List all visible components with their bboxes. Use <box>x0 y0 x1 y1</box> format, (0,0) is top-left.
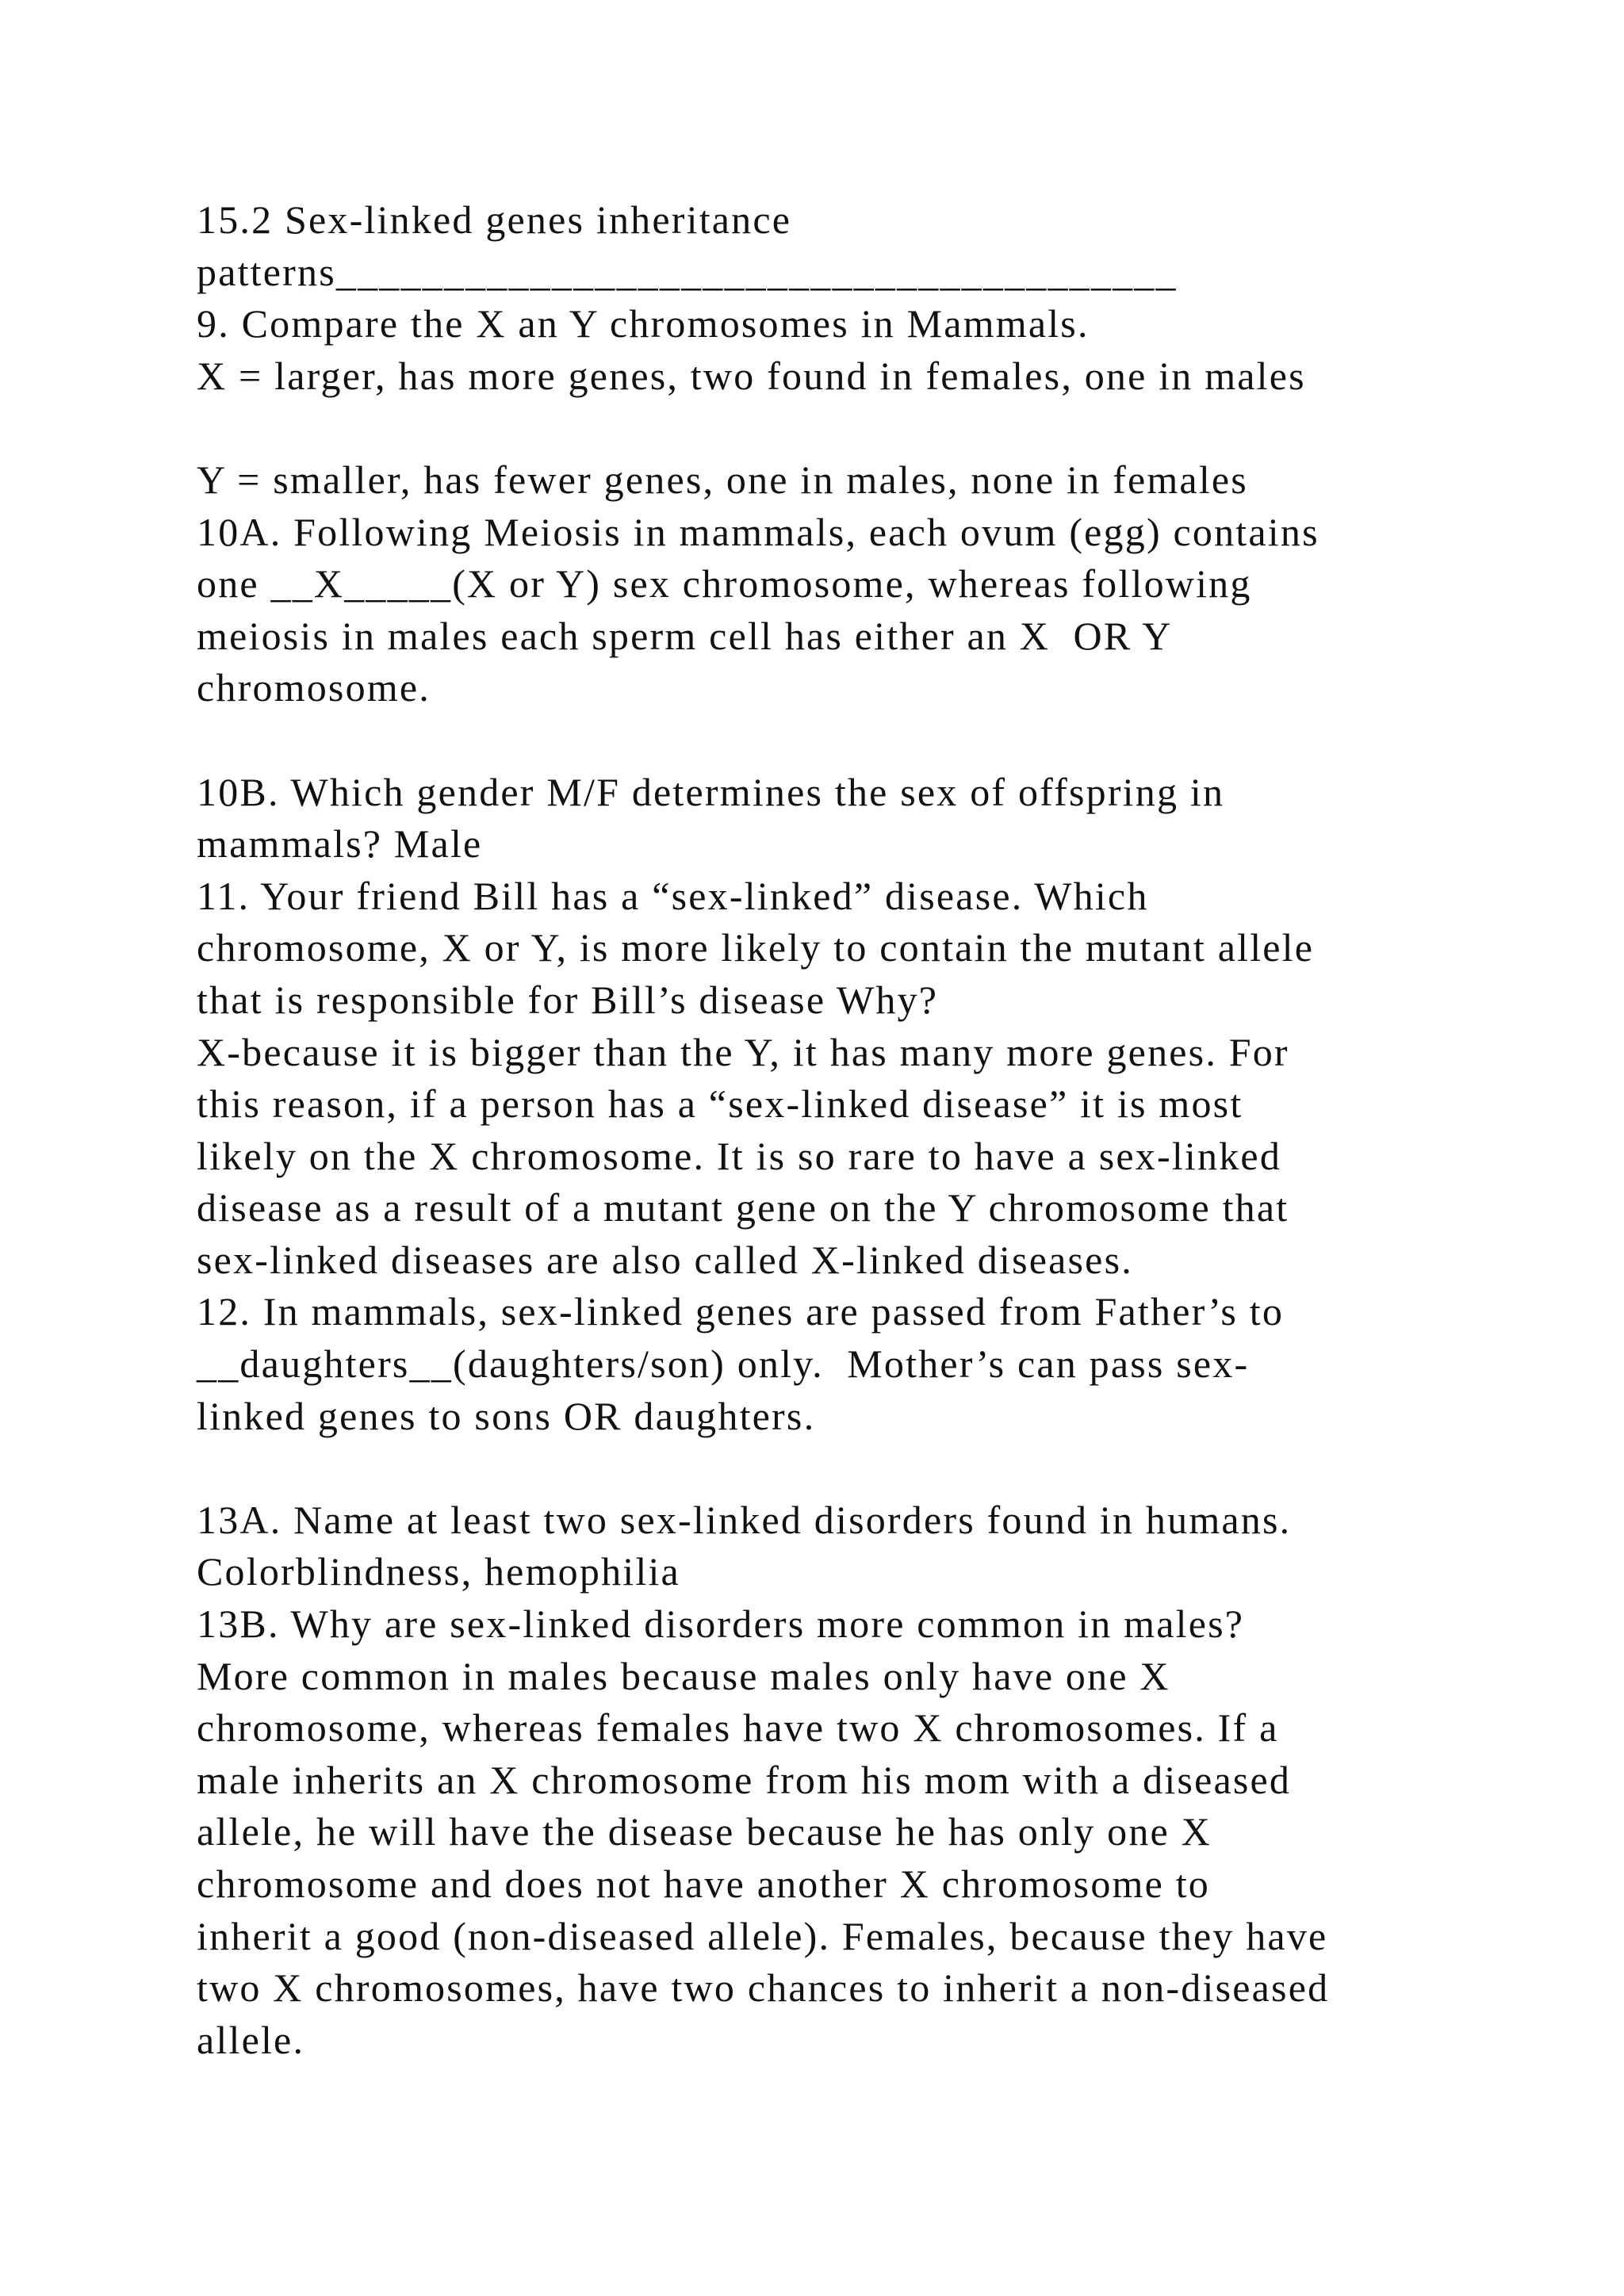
blank-line <box>197 402 1481 454</box>
question-10a-line: one __X_____(X or Y) sex chromosome, whereas following <box>197 561 1252 607</box>
question-10a-line: chromosome. <box>197 665 431 710</box>
answer-11: X-because it is bigger than the Y, it has many more genes. For <box>197 1029 1289 1074</box>
answer-11-line: likely on the X chromosome. It is so rare to have a sex-linked <box>197 1133 1282 1178</box>
answer-10b: mammals? Male <box>197 821 483 867</box>
answer-13b: More common in males because males only have one X <box>197 1653 1170 1698</box>
question-11-line: that is responsible for Bill’s disease Why? <box>197 977 939 1022</box>
answer-13b-line: inherit a good (non-diseased allele). Females, because they have <box>197 1913 1328 1958</box>
answer-13a: Colorblindness, hemophilia <box>197 1549 680 1594</box>
document-body <box>197 194 1481 2066</box>
answer-13b-line: male inherits an X chromosome from his mom with a diseased <box>197 1757 1292 1802</box>
question-12-line: linked genes to sons OR daughters. <box>197 1393 816 1438</box>
question-13b: 13B. Why are sex-linked disorders more common in males? <box>197 1601 1245 1647</box>
question-10a: 10A. Following Meiosis in mammals, each ovum (egg) contains <box>197 509 1320 554</box>
answer-11-line: sex-linked diseases are also called X-linked diseases. <box>197 1237 1133 1282</box>
question-12: 12. In mammals, sex-linked genes are passed from Father’s to <box>197 1289 1285 1334</box>
answer-9-x: X = larger, has more genes, two found in females, one in males <box>197 353 1306 398</box>
answer-11-line: disease as a result of a mutant gene on the Y chromosome that <box>197 1185 1289 1230</box>
question-11-line: chromosome, X or Y, is more likely to contain the mutant allele <box>197 925 1315 970</box>
blank-line <box>197 1442 1481 1494</box>
answer-13b-line: two X chromosomes, have two chances to inherit a non-diseased <box>197 1965 1330 2011</box>
section-heading-continuation: patterns_______________________________________ <box>197 249 1178 294</box>
section-heading: 15.2 Sex-linked genes inheritance <box>197 197 792 242</box>
answer-9-y: Y = smaller, has fewer genes, one in males, none in females <box>197 457 1248 502</box>
question-11: 11. Your friend Bill has a “sex-linked” disease. Which <box>197 873 1149 918</box>
answer-13b-line: allele, he will have the disease because he has only one X <box>197 1809 1212 1854</box>
answer-13b-line: chromosome, whereas females have two X chromosomes. If a <box>197 1705 1279 1751</box>
question-10b: 10B. Which gender M/F determines the sex of offspring in <box>197 769 1225 814</box>
question-12-line: __daughters__(daughters/son) only. Mother’s can pass sex- <box>197 1341 1250 1387</box>
answer-13b-line: allele. <box>197 2017 305 2062</box>
blank-line <box>197 714 1481 767</box>
answer-11-line: this reason, if a person has a “sex-linked disease” it is most <box>197 1081 1243 1127</box>
answer-13b-line: chromosome and does not have another X chromosome to <box>197 1862 1210 1906</box>
question-10a-line: meiosis in males each sperm cell has either an X OR Y <box>197 613 1173 658</box>
question-13a: 13A. Name at least two sex-linked disorders found in humans. <box>197 1497 1292 1542</box>
question-9: 9. Compare the X an Y chromosomes in Mammals. <box>197 301 1090 346</box>
